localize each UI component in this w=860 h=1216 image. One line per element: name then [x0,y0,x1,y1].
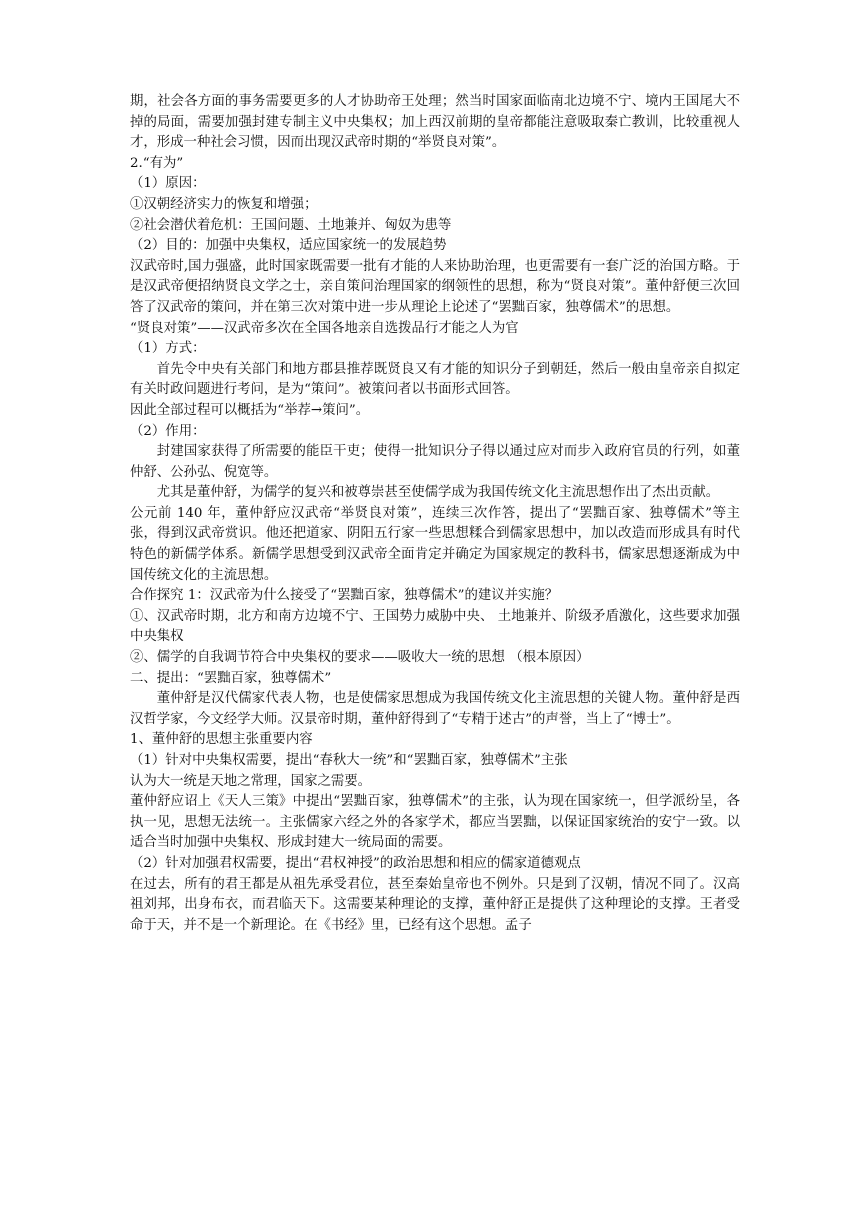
heading-youwei: 2.“有为” [130,155,184,171]
paragraph-talent-background: 期，社会各方面的事务需要更多的人才协助帝王处理；然当时国家面临南北边境不宁、境内王国尾大不掉的局面，需要加强封建专制主义中央集权；加上西汉前期的皇帝都能注意吸取秦亡教训，比较重视人才，形成一种社会习惯，因而出现汉武帝时期的“举贤良对策”。 [130,94,740,151]
heading-inquiry-1: 合作探究 1：汉武帝为什么接受了“罢黜百家，独尊儒术”的建议并实施？ [130,588,559,604]
heading-section-2: 二、提出：“罢黜百家，独尊儒术” [130,670,332,686]
list-item-inquiry-answer-1: ①、汉武帝时期，北方和南方边境不宁、王国势力威胁中央、 土地兼并、阶级矛盾激化，这些要求加强中央集权 [130,608,740,645]
subheading-centralization: （1）针对中央集权需要，提出“春秋大一统”和“罢黜百家，独尊儒术”主张 [130,753,568,768]
subheading-divine-right: （2）针对加强君权需要，提出“君权神授”的政治思想和相应的儒家道德观点 [130,855,581,871]
paragraph-unity-principle: 认为大一统是天地之常理，国家之需要。 [130,773,372,789]
list-item-inquiry-answer-2: ②、儒学的自我调节符合中央集权的要求——吸收大一统的思想 （根本原因） [130,650,590,666]
subheading-effect: （2）作用： [130,423,206,439]
paragraph-method-summary: 因此全部过程可以概括为“举荐→策问”。 [130,402,370,418]
paragraph-effect-officials: 封建国家获得了所需要的能臣干吏；使得一批知识分子得以通过应对而步入政府官员的行列，如董仲舒、公孙弘、倪宽等。 [130,444,740,480]
subheading-method: （1）方式： [130,341,206,357]
paragraph-method-detail: 首先令中央有关部门和地方郡县推荐既贤良又有才能的知识分子到朝廷，然后一般由皇帝亲自拟定有关时政问题进行考问，是为“策问”。被策问者以书面形式回答。 [130,361,740,398]
subheading-reason: （1）原因： [130,176,206,192]
paragraph-140bc: 公元前 140 年，董仲舒应汉武帝“举贤良对策”，连续三次作答，提出了“罢黜百家、独尊儒术”等主张，得到汉武帝赏识。他还把道家、阴阳五行家一些思想糅合到儒家思想中，加以改造而形成具有时代特色的新儒学体系。新儒学思想受到汉武帝全面肯定并确定为国家规定的教科书，儒家思想逐渐成为中国传统文化的主流思想。 [130,505,740,583]
paragraph-wudi-policy: 汉武帝时,国力强盛，此时国家既需要一批有才能的人来协助治理，也更需要有一套广泛的治国方略。于是汉武帝便招纳贤良文学之士，亲自策问治理国家的纲领性的思想，称为“贤良对策”。董仲舒便三次回答了汉武帝的策问，并在第三次对策中进一步从理论上论述了“罢黜百家，独尊儒术”的思想。 [130,258,740,315]
paragraph-xianliang-definition: “贤良对策”——汉武帝多次在全国各地亲自选拨品行才能之人为官 [130,320,519,336]
paragraph-three-strategies: 董仲舒应诏上《天人三策》中提出“罢黜百家，独尊儒术”的主张，认为现在国家统一，但学派纷呈，各执一见，思想无法统一。主张儒家六经之外的各家学术，都应当罢黜，以保证国家统治的安宁一致。以适合当时加强中央集权、形成封建大一统局面的需要。 [130,794,740,851]
paragraph-divine-right-detail: 在过去，所有的君王都是从祖先承受君位，甚至秦始皇帝也不例外。只是到了汉朝，情况不同了。汉高祖刘邦，出身布衣，而君临天下。这需要某种理论的支撑，董仲舒正是提供了这种理论的支撑。王者受命于天，并不是一个新理论。在《书经》里，已经有这个思想。孟子 [130,876,740,933]
list-item-economy: ①汉朝经济实力的恢复和增强； [130,196,318,212]
subheading-purpose: （2）目的：加强中央集权，适应国家统一的发展趋势 [130,238,447,254]
document-body [130,92,740,936]
paragraph-effect-dong: 尤其是董仲舒，为儒学的复兴和被尊崇甚至使儒学成为我国传统文化主流思想作出了杰出贡献。 [156,485,720,501]
paragraph-dong-intro: 董仲舒是汉代儒家代表人物，也是使儒家思想成为我国传统文化主流思想的关键人物。董仲舒是西汉哲学家，今文经学大师。汉景帝时期，董仲舒得到了“专精于述古”的声誉，当上了“博士”。 [130,691,740,727]
heading-dong-ideas: 1、董仲舒的思想主张重要内容 [130,732,313,748]
list-item-crisis: ②社会潜伏着危机：王国问题、土地兼并、匈奴为患等 [130,217,452,233]
